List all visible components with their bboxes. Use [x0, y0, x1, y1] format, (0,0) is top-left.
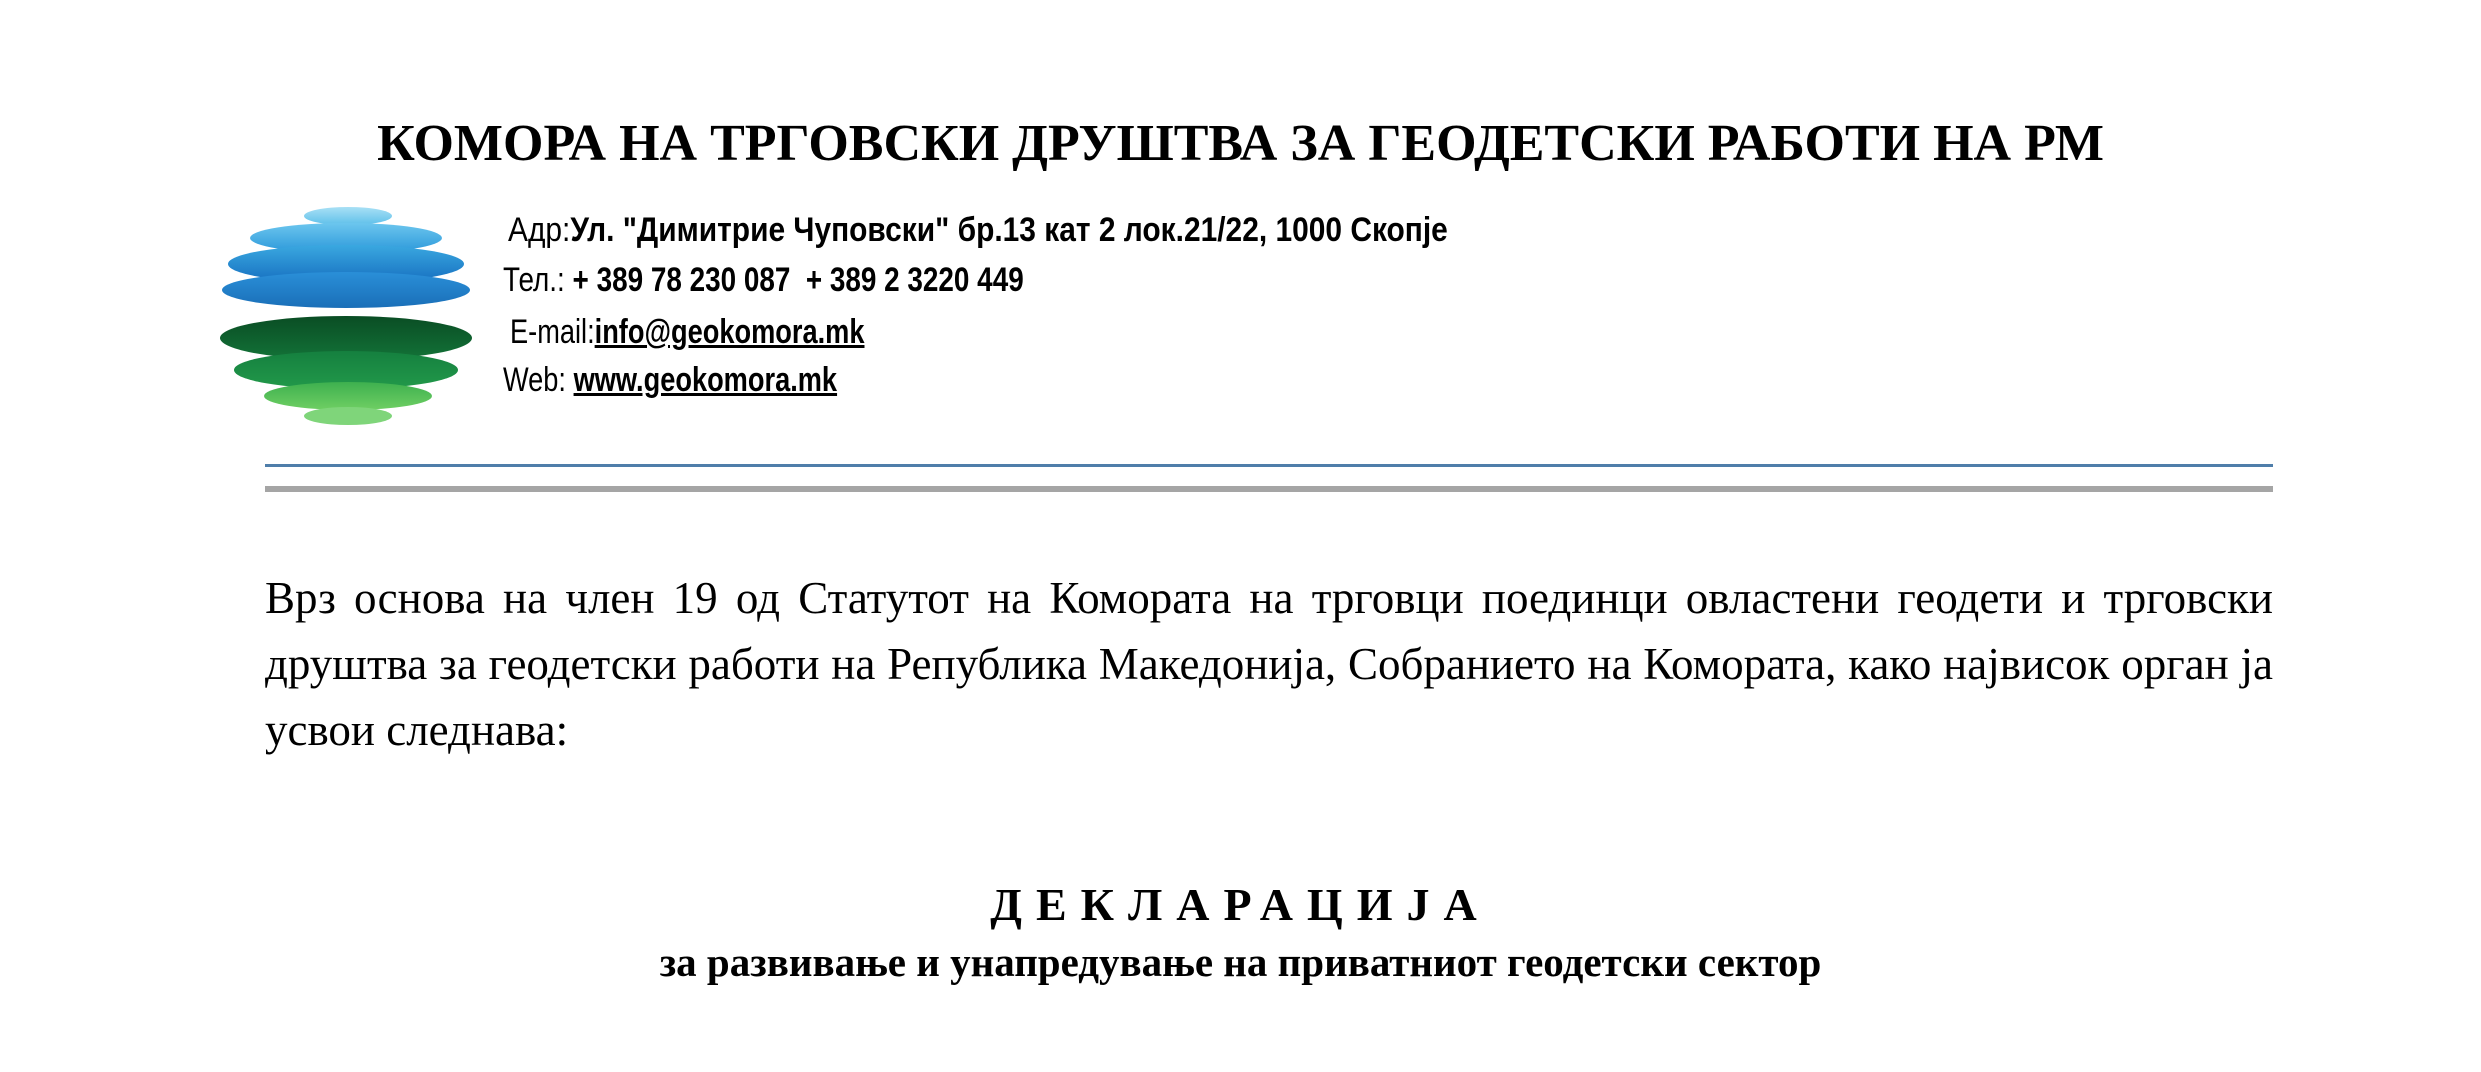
contact-phone	[503, 258, 1024, 302]
address-label: Адр:	[508, 211, 571, 249]
logo-stripe	[264, 382, 432, 410]
phone-label: Тел.:	[503, 261, 565, 299]
geokomora-logo	[218, 200, 478, 430]
address-value: Ул. "Димитрие Чуповски" бр.13 кат 2 лок.21/22, 1000 Скопје	[570, 211, 1448, 249]
organization-title: КОМОРА НА ТРГОВСКИ ДРУШТВА ЗА ГЕОДЕТСКИ РАБОТИ НА РМ	[377, 115, 2104, 172]
logo-stripe	[222, 272, 470, 308]
header-divider-gray	[265, 486, 2273, 492]
logo-stripe	[304, 407, 392, 425]
declaration-title: ДЕКЛАРАЦИЈА	[990, 879, 1491, 930]
email-link[interactable]: info@geokomora.mk	[594, 313, 865, 351]
website-link[interactable]: www.geokomora.mk	[573, 361, 838, 399]
contact-email	[510, 310, 864, 354]
header-divider-blue	[265, 464, 2273, 467]
contact-address	[508, 208, 1448, 252]
declaration-subtitle: за развивање и унапредување на приватниот геодетски сектор	[659, 939, 1822, 985]
intro-paragraph: Врз основа на член 19 од Статутот на Комората на трговци поединци овластени геодети и трговски друштва за геодетски работи на Република Македонија, Собранието на Комората, како највисок орган ја усвои следнава:	[265, 573, 2273, 755]
email-label: E-mail:	[510, 313, 595, 351]
contact-web	[503, 358, 837, 402]
logo-stripe	[304, 207, 392, 225]
phone-value: + 389 78 230 087 + 389 2 3220 449	[572, 261, 1024, 299]
web-label: Web:	[503, 361, 566, 399]
